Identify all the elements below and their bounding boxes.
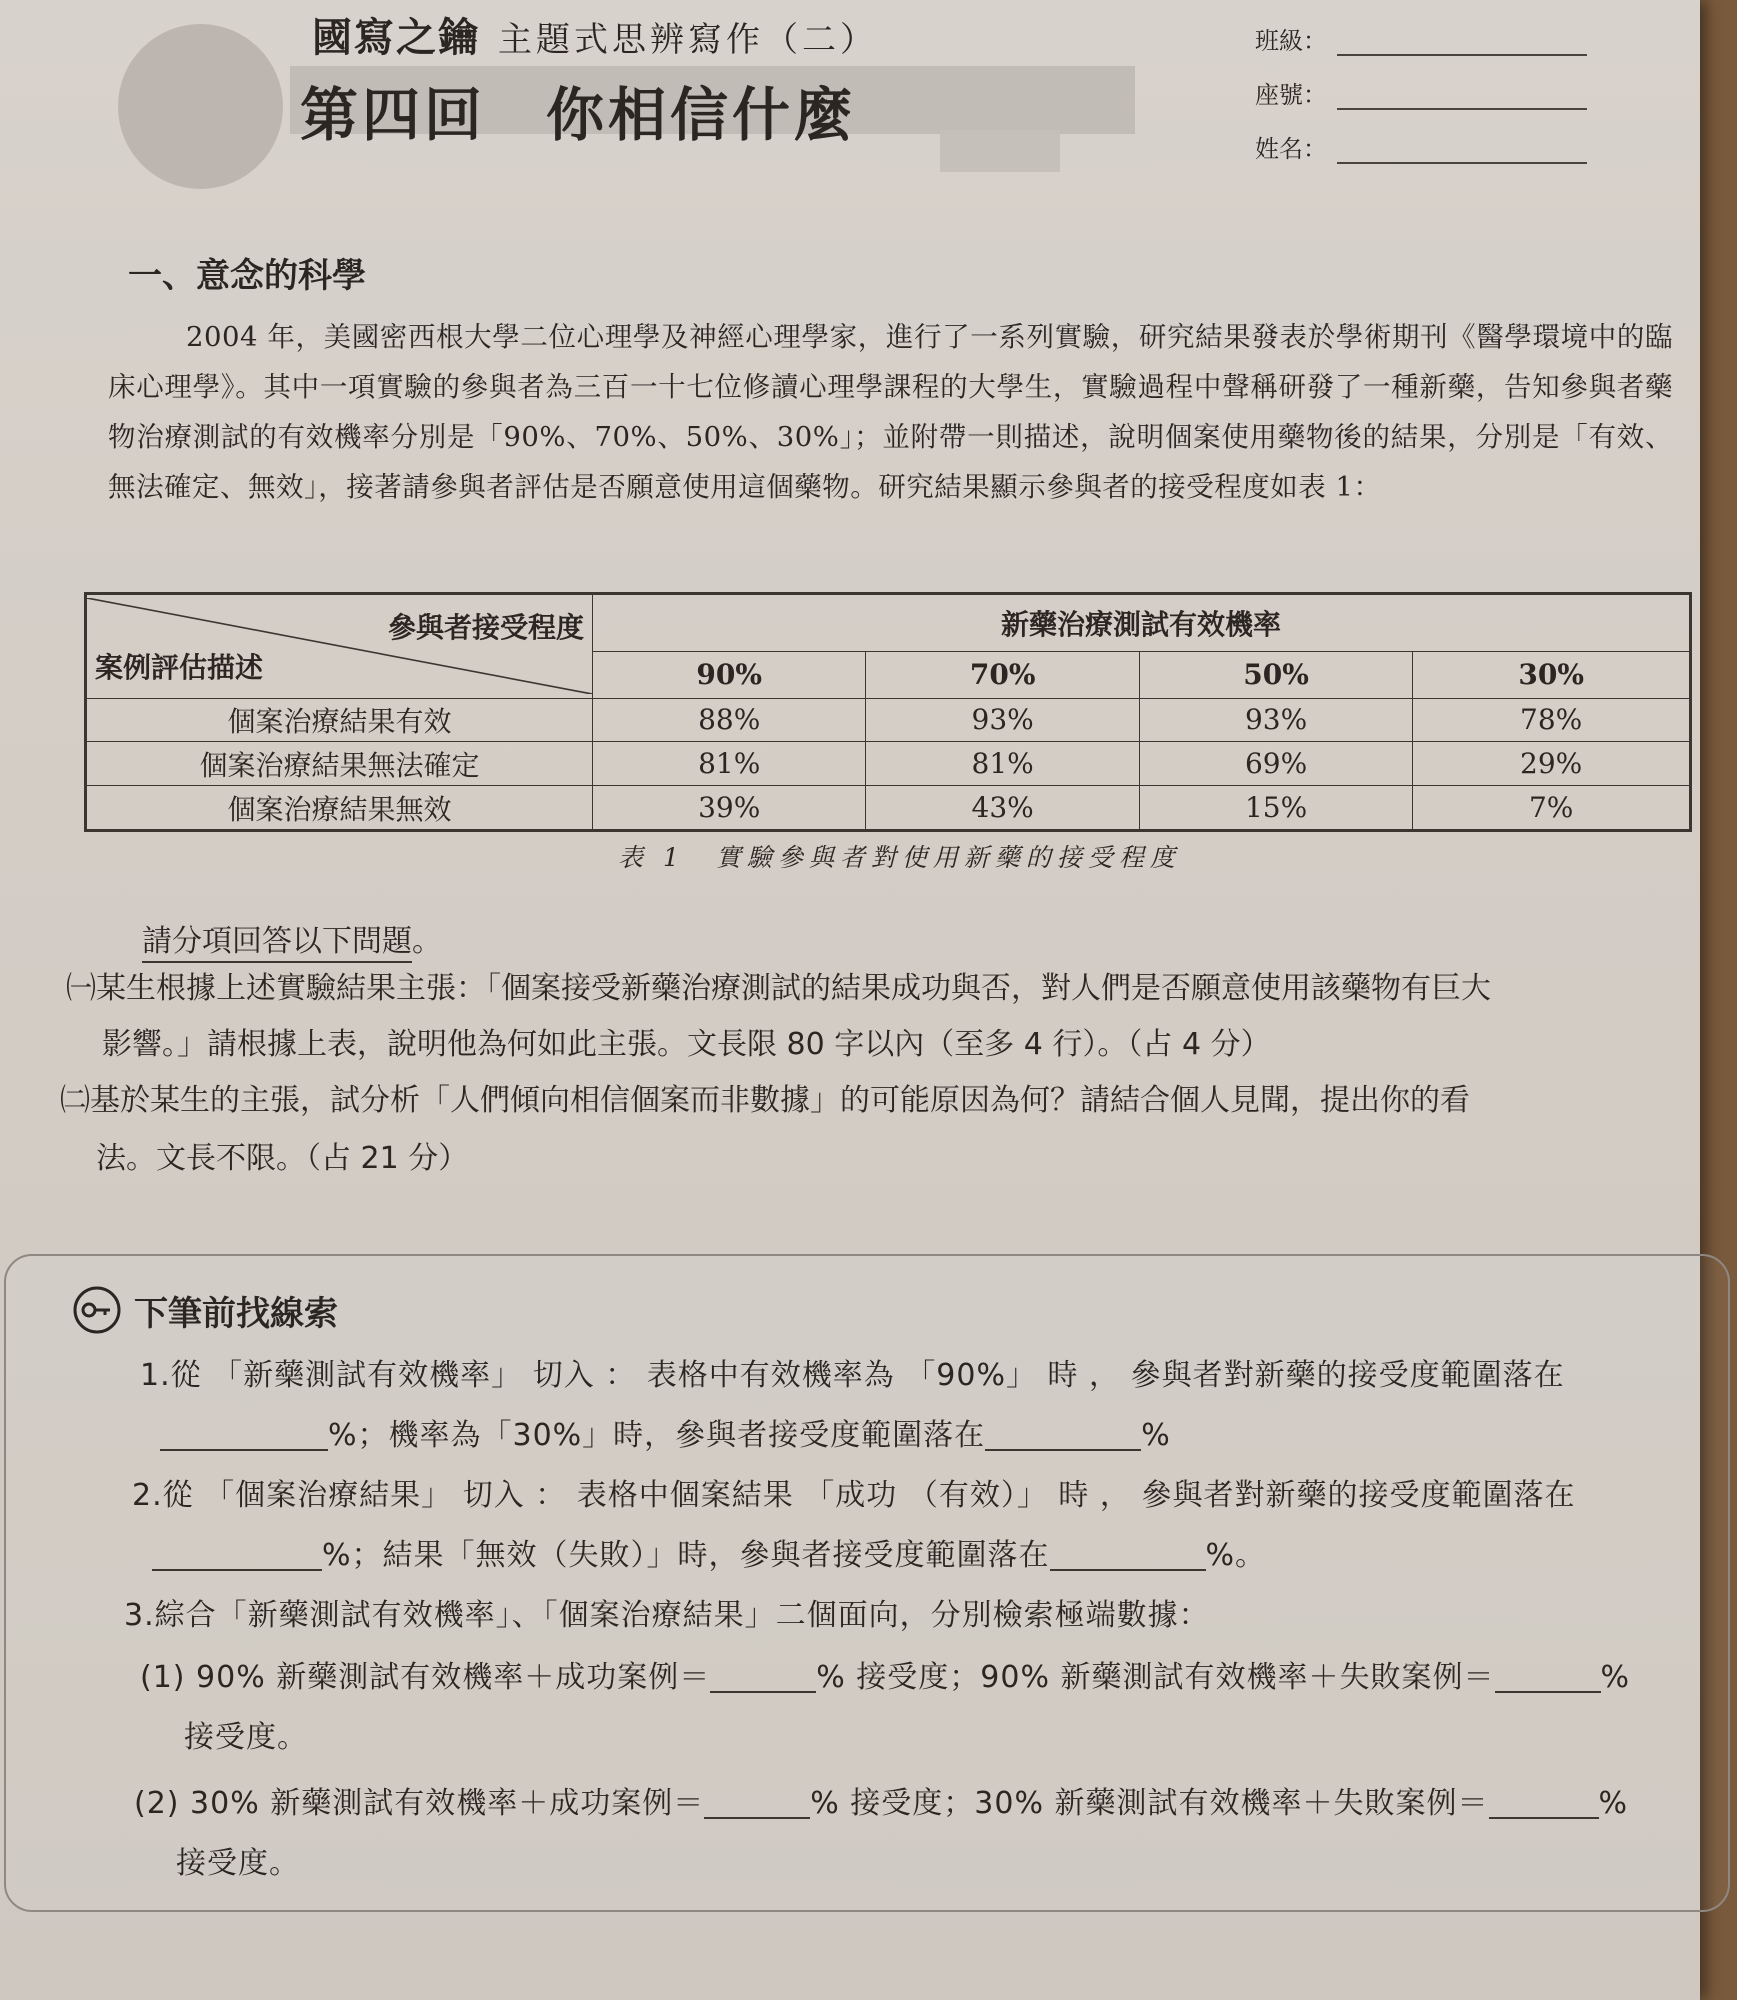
clue-1-text: %；機率為「30%」時，參與者接受度範圍落在	[328, 1418, 986, 1453]
clue-3-1-text-a: (1) 90% 新藥測試有效機率＋成功案例＝	[140, 1660, 711, 1695]
clue-3-2-line-1	[134, 1778, 1628, 1822]
table-cell: 7%	[1413, 786, 1691, 831]
clue-3-heading: 3.綜合「新藥測試有效機率」、「個案治療結果」二個面向，分別檢索極端數據：	[124, 1598, 1210, 1633]
clue-heading	[72, 1285, 338, 1335]
clue-3-1-line-1	[140, 1652, 1630, 1696]
corner-bottom-label: 案例評估描述	[95, 651, 264, 685]
clue-3-2-percent: %	[1598, 1786, 1629, 1821]
column-header: 90%	[593, 651, 866, 698]
table-cell: 78%	[1413, 698, 1691, 742]
column-header: 70%	[866, 651, 1139, 698]
clue-3-1-line-2: 接受度。	[184, 1720, 308, 1755]
clue-2-line-1: 2.從 「個案治療結果」 切入 ： 表格中個案結果 「成功 （有效）」 時 ， 參與者對新藥的接受度範圍落在	[132, 1478, 1576, 1513]
name-field[interactable]	[1337, 138, 1587, 164]
table-cell: 29%	[1413, 742, 1691, 786]
question-2-line-1: ㈡基於某生的主張，試分析「人們傾向相信個案而非數據」的可能原因為何？請結合個人見聞，提出你的看	[60, 1083, 1470, 1118]
answer-blank[interactable]	[1495, 1661, 1601, 1693]
row-label: 個案治療結果無效	[86, 786, 593, 831]
answer-blank[interactable]	[1489, 1787, 1599, 1819]
clue-2-text: %；結果「無效（失敗）」時，參與者接受度範圍落在	[322, 1538, 1050, 1573]
column-header: 50%	[1139, 651, 1412, 698]
table-cell: 93%	[1139, 698, 1412, 742]
answer-blank[interactable]	[985, 1419, 1141, 1451]
instruction-text: 請分項回答以下問題	[142, 924, 412, 963]
table-cell: 93%	[866, 698, 1139, 742]
instruction-period: 。	[412, 924, 442, 959]
table-cell: 81%	[593, 742, 866, 786]
lesson-title	[300, 68, 856, 152]
table-row	[86, 742, 1691, 786]
clue-1-line-1: 1.從 「新藥測試有效機率」 切入 ： 表格中有效機率為 「90%」 時 ， 參與者對新藥的接受度範圍落在	[140, 1358, 1565, 1393]
section-heading: 一、意念的科學	[128, 256, 366, 296]
answer-blank[interactable]	[710, 1661, 816, 1693]
clue-2-line-2	[152, 1530, 1266, 1574]
question-2-line-2: 法。文長不限。（占 21 分）	[96, 1141, 469, 1176]
student-info	[1255, 2, 1587, 164]
answer-blank[interactable]	[152, 1539, 322, 1571]
row-label: 個案治療結果無法確定	[86, 742, 593, 786]
series-title	[312, 6, 878, 63]
clue-heading-text: 下筆前找線索	[134, 1293, 338, 1334]
column-header: 30%	[1413, 651, 1691, 698]
clue-3-1-percent: %	[1600, 1660, 1631, 1695]
clue-3-2-line-2: 接受度。	[176, 1846, 300, 1881]
series-subtitle: 主題式思辨寫作（二）	[498, 20, 878, 60]
table-row	[86, 698, 1691, 742]
table-corner-cell	[86, 594, 593, 699]
lesson-name: 你相信什麼	[546, 81, 857, 149]
group-header: 新藥治療測試有效機率	[593, 594, 1691, 652]
table-cell: 39%	[593, 786, 866, 831]
decorative-circle	[118, 24, 283, 189]
seat-field[interactable]	[1337, 84, 1587, 110]
table-header-row	[86, 594, 1691, 652]
table-cell: 81%	[866, 742, 1139, 786]
name-label: 姓名：	[1255, 135, 1327, 163]
answer-blank[interactable]	[1050, 1539, 1206, 1571]
row-label: 個案治療結果有效	[86, 698, 593, 742]
data-table	[84, 592, 1692, 832]
clue-3-2-text-a: (2) 30% 新藥測試有效機率＋成功案例＝	[134, 1786, 705, 1821]
clue-1-percent: %	[1141, 1418, 1171, 1453]
table-caption: 表 1 實驗參與者對使用新藥的接受程度	[618, 843, 1181, 872]
table-cell: 88%	[593, 698, 866, 742]
question-1-line-1: ㈠某生根據上述實驗結果主張：「個案接受新藥治療測試的結果成功與否，對人們是否願意使用該藥物有巨大	[66, 971, 1491, 1006]
lesson-number: 第四回	[300, 81, 487, 149]
clue-1-line-2	[160, 1410, 1171, 1454]
series-name: 國寫之鑰	[312, 14, 480, 61]
table-cell: 69%	[1139, 742, 1412, 786]
key-icon	[72, 1285, 122, 1335]
seat-label: 座號：	[1255, 81, 1327, 109]
clue-2-percent: %。	[1205, 1538, 1267, 1573]
table-row	[86, 786, 1691, 831]
answer-blank[interactable]	[160, 1419, 328, 1451]
clue-3-1-text-b: % 接受度；90% 新藥測試有效機率＋失敗案例＝	[816, 1660, 1495, 1695]
instruction	[142, 916, 442, 960]
table-cell: 15%	[1139, 786, 1412, 831]
table-cell: 43%	[866, 786, 1139, 831]
class-label: 班級：	[1255, 27, 1327, 55]
answer-blank[interactable]	[704, 1787, 810, 1819]
question-1-line-2: 影響。」請根據上表，說明他為何如此主張。文長限 80 字以內（至多 4 行）。（占 4 分）	[102, 1027, 1271, 1062]
intro-paragraph: 2004 年，美國密西根大學二位心理學及神經心理學家，進行了一系列實驗，研究結果發表於學術期刊《醫學環境中的臨床心理學》。其中一項實驗的參與者為三百一十七位修讀心理學課程的大學生，實驗過程中聲稱研發了一種新藥，告知參與者藥物治療測試的有效機率分別是「90%、70%、50%、30%」；並附帶一則描述，說明個案使用藥物後的結果，分別是「有效、無法確定、無效」，接著請參與者評估是否願意使用這個藥物。研究結果顯示參與者的接受程度如表 1：	[108, 321, 1673, 503]
clue-3-2-text-b: % 接受度；30% 新藥測試有效機率＋失敗案例＝	[810, 1786, 1489, 1821]
corner-top-label: 參與者接受程度	[387, 611, 584, 645]
title-band-accent	[940, 130, 1060, 172]
class-field[interactable]	[1337, 30, 1587, 56]
